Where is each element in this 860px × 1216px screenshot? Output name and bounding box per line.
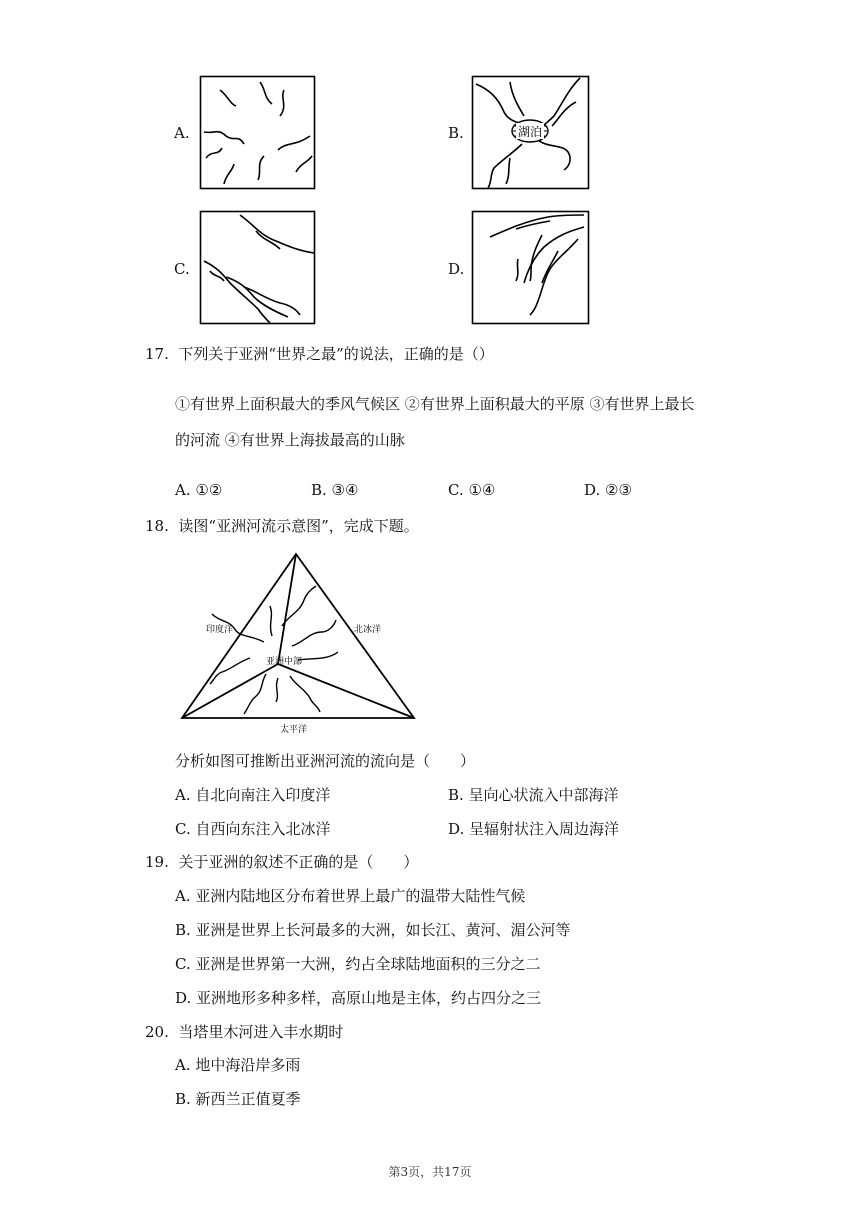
- question-20-option-b: B. 新西兰正值夏季: [175, 1090, 301, 1108]
- river-map-a: [200, 76, 316, 190]
- question-19-option-b: B. 亚洲是世界上长河最多的大洲，如长江、黄河、湄公河等: [175, 921, 571, 939]
- label-pacific-ocean: 太平洋: [280, 725, 308, 735]
- question-18-option-b: B. 呈向心状流入中部海洋: [448, 786, 619, 804]
- river-map-b: [472, 76, 590, 190]
- question-text: 当塔里木河进入丰水期时: [178, 1023, 344, 1041]
- question-19-option-c: C. 亚洲是世界第一大洲，约占全球陆地面积的三分之二: [175, 955, 541, 973]
- option-b-label: B.: [448, 124, 464, 142]
- question-17-option-a: A. ①②: [175, 481, 223, 499]
- question-17-statement-line2: 的河流 ④有世界上海拔最高的山脉: [175, 431, 405, 449]
- question-17-option-c: C. ①④: [448, 481, 496, 499]
- label-arctic-ocean: 北冰洋: [354, 625, 382, 635]
- question-18-option-a: A. 自北向南注入印度洋: [175, 786, 331, 804]
- question-18-option-d: D. 呈辐射状注入周边海洋: [448, 820, 620, 838]
- question-text: 下列关于亚洲“世界之最”的说法，正确的是（）: [178, 345, 494, 363]
- question-20-option-a: A. 地中海沿岸多雨: [175, 1056, 301, 1074]
- option-d-label: D.: [448, 260, 465, 278]
- question-19-option-a: A. 亚洲内陆地区分布着世界上最广的温带大陆性气候: [175, 887, 526, 905]
- asia-river-diagram: [178, 550, 418, 738]
- question-number: 18.: [145, 517, 169, 535]
- question-number: 19.: [145, 853, 169, 871]
- option-c-label: C.: [174, 260, 190, 278]
- question-18-sub-stem: 分析如图可推断出亚洲河流的流向是（ ）: [175, 752, 476, 770]
- river-map-d: [472, 211, 590, 325]
- question-17-stem: [145, 344, 494, 364]
- lake-label: 湖泊: [517, 125, 543, 139]
- question-19-option-d: D. 亚洲地形多种多样，高原山地是主体，约占四分之三: [175, 989, 542, 1007]
- question-18-stem: [145, 516, 419, 536]
- option-a-label: A.: [174, 124, 190, 142]
- question-18-option-c: C. 自西向东注入北冰洋: [175, 820, 331, 838]
- question-text: 关于亚洲的叙述不正确的是（ ）: [178, 853, 419, 871]
- question-17-statement-line1: ①有世界上面积最大的季风气候区 ②有世界上面积最大的平原 ③有世界上最长: [175, 395, 695, 413]
- question-20-stem: [145, 1022, 343, 1042]
- question-17-option-b: B. ③④: [311, 481, 359, 499]
- label-central-asia: 亚洲中部: [266, 657, 303, 667]
- label-indian-ocean: 印度洋: [206, 625, 234, 635]
- question-17-option-d: D. ②③: [584, 481, 632, 499]
- question-19-stem: [145, 852, 418, 872]
- river-map-c: [200, 211, 316, 325]
- question-text: 读图“亚洲河流示意图”，完成下题。: [178, 517, 419, 535]
- page-footer: 第3页，共17页: [388, 1165, 472, 1179]
- question-number: 20.: [145, 1023, 169, 1041]
- question-number: 17.: [145, 345, 169, 363]
